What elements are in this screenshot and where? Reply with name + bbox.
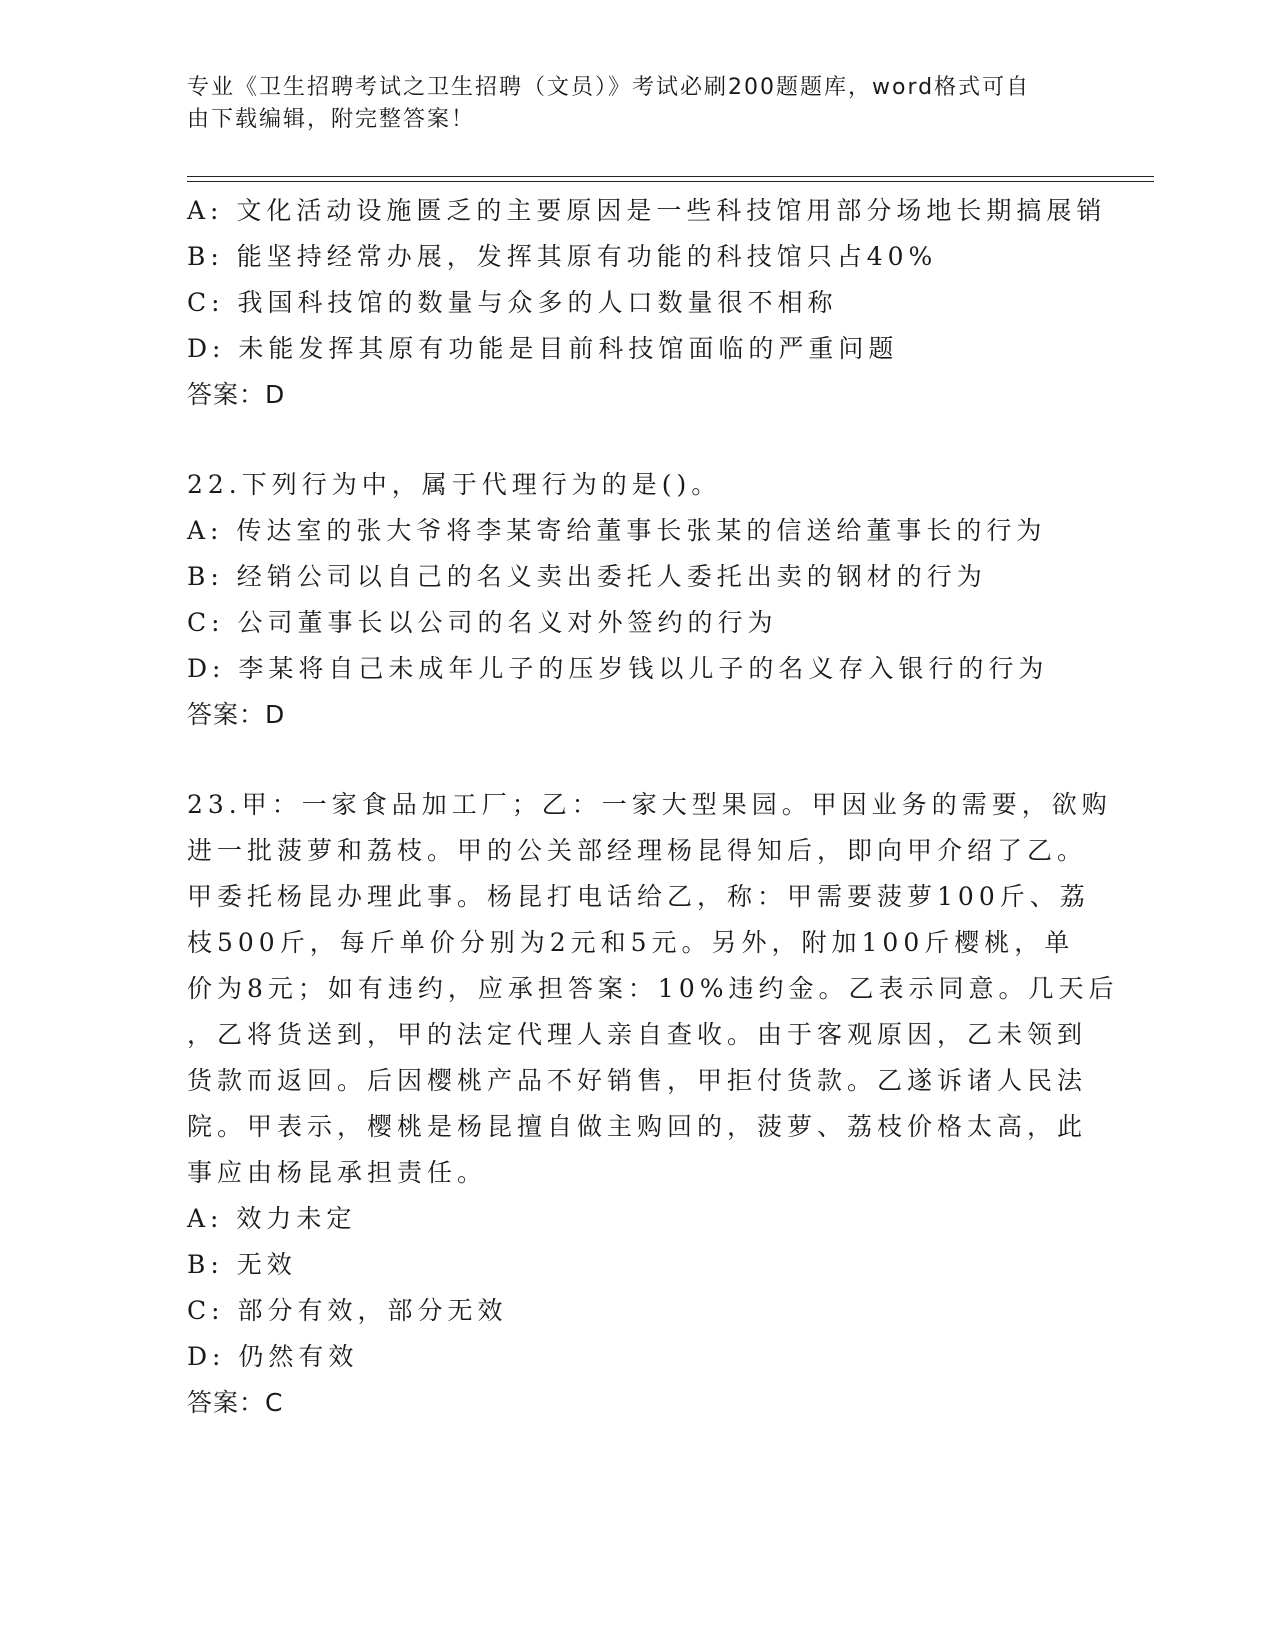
stem-line: 23.甲：一家食品加工厂；乙：一家大型果园。甲因业务的需要，欲购 (187, 790, 1112, 819)
question-spacer (187, 418, 1087, 462)
option-c: C: 我国科技馆的数量与众多的人口数量很不相称 (187, 288, 838, 317)
document-header (187, 72, 1087, 136)
question-content (187, 188, 1119, 1426)
stem-line: 枝500斤，每斤单价分别为2元和5元。另外，附加100斤樱桃，单 (187, 928, 1075, 957)
question-stem (187, 782, 1119, 1196)
stem-line: ，乙将货送到，甲的法定代理人亲自查收。由于客观原因，乙未领到 (187, 1020, 1088, 1049)
header-line-1: 专业《卫生招聘考试之卫生招聘（文员）》考试必刷200题题库，word格式可自 (187, 75, 1031, 100)
stem-line: 院。甲表示，樱桃是杨昆擅自做主购回的，菠萝、荔枝价格太高，此 (187, 1112, 1088, 1141)
answer-line: 答案：C (187, 1388, 284, 1417)
answer-line: 答案：D (187, 380, 286, 409)
stem-line: 进一批菠萝和荔枝。甲的公关部经理杨昆得知后，即向甲介绍了乙。 (187, 836, 1088, 865)
stem-line: 甲委托杨昆办理此事。杨昆打电话给乙，称：甲需要菠萝100斤、荔 (187, 882, 1090, 911)
stem-line: 事应由杨昆承担责任。 (187, 1158, 488, 1187)
question-23 (187, 782, 1119, 1426)
answer-line: 答案：D (187, 700, 286, 729)
header-divider-bottom (187, 181, 1154, 182)
option-d: D: 未能发挥其原有功能是目前科技馆面临的严重问题 (187, 334, 899, 363)
option-b: B: 无效 (187, 1250, 297, 1279)
option-a: A: 传达室的张大爷将李某寄给董事长张某的信送给董事长的行为 (187, 516, 1047, 545)
stem-line: 价为8元；如有违约，应承担答案：10%违约金。乙表示同意。几天后 (187, 974, 1119, 1003)
option-b: B: 能坚持经常办展，发挥其原有功能的科技馆只占40% (187, 242, 938, 271)
option-b: B: 经销公司以自己的名义卖出委托人委托出卖的钢材的行为 (187, 562, 987, 591)
header-divider-top (187, 176, 1154, 177)
option-a: A: 效力未定 (187, 1204, 357, 1233)
header-line-2: 由下载编辑，附完整答案！ (187, 107, 476, 132)
stem-line: 货款而返回。后因樱桃产品不好销售，甲拒付货款。乙遂诉诸人民法 (187, 1066, 1088, 1095)
question-21 (187, 188, 1107, 418)
option-d: D: 仍然有效 (187, 1342, 359, 1371)
option-c: C: 部分有效，部分无效 (187, 1296, 508, 1325)
question-stem: 22.下列行为中，属于代理行为的是()。 (187, 470, 722, 499)
question-spacer (187, 738, 1087, 782)
option-c: C: 公司董事长以公司的名义对外签约的行为 (187, 608, 778, 637)
question-22 (187, 462, 1087, 738)
option-d: D: 李某将自己未成年儿子的压岁钱以儿子的名义存入银行的行为 (187, 654, 1049, 683)
option-a: A: 文化活动设施匮乏的主要原因是一些科技馆用部分场地长期搞展销 (187, 196, 1107, 225)
